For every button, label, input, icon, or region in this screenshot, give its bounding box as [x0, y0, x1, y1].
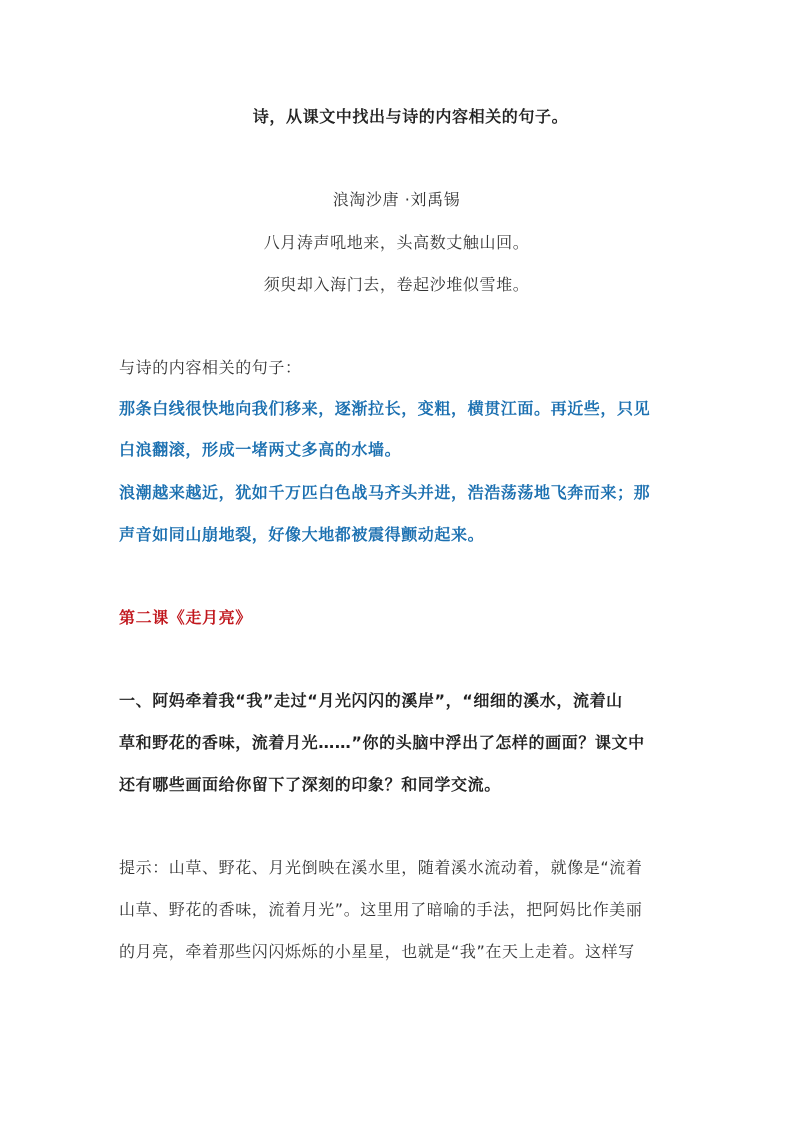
related-sentence-line-1: 那条白线很快地向我们移来，逐渐拉长，变粗，横贯江面。再近些，只见 — [119, 399, 651, 418]
question-one-line-3: 还有哪些画面给你留下了深刻的印象？和同学交流。 — [119, 775, 501, 794]
hint-line-1: 提示：山草、野花、月光倒映在溪水里，随着溪水流动着，就像是“流着 — [119, 858, 643, 877]
poem-line-1: 八月涛声吼地来，头高数丈触山回。 — [263, 233, 530, 252]
related-sentence-line-3: 浪潮越来越近，犹如千万匹白色战马齐头并进，浩浩荡荡地飞奔而来；那 — [119, 483, 651, 502]
related-sentence-line-2: 白浪翻滚，形成一堵两丈多高的水墙。 — [119, 440, 402, 459]
related-sentence-line-4: 声音如同山崩地裂，好像大地都被震得颤动起来。 — [119, 525, 485, 544]
hint-line-3: 的月亮，牵着那些闪闪烁烁的小星星，也就是“我”在天上走着。这样写 — [119, 942, 635, 961]
poem-title: 浪淘沙唐 ·刘禹锡 — [332, 190, 461, 209]
question-heading: 诗，从课文中找出与诗的内容相关的句子。 — [252, 107, 569, 126]
question-one-line-2: 草和野花的香味，流着月光……”你的头脑中浮出了怎样的画面？课文中 — [119, 733, 645, 752]
lesson-title: 第二课《走月亮》 — [119, 608, 252, 627]
related-label: 与诗的内容相关的句子： — [119, 358, 302, 377]
poem-line-2: 须臾却入海门去，卷起沙堆似雪堆。 — [263, 275, 530, 294]
hint-line-2: 山草、野花的香味，流着月光”。这里用了暗喻的手法，把阿妈比作美丽 — [119, 900, 643, 919]
question-one-line-1: 一、阿妈牵着我“我”走过“月光闪闪的溪岸”，“细细的溪水，流着山 — [119, 691, 623, 710]
